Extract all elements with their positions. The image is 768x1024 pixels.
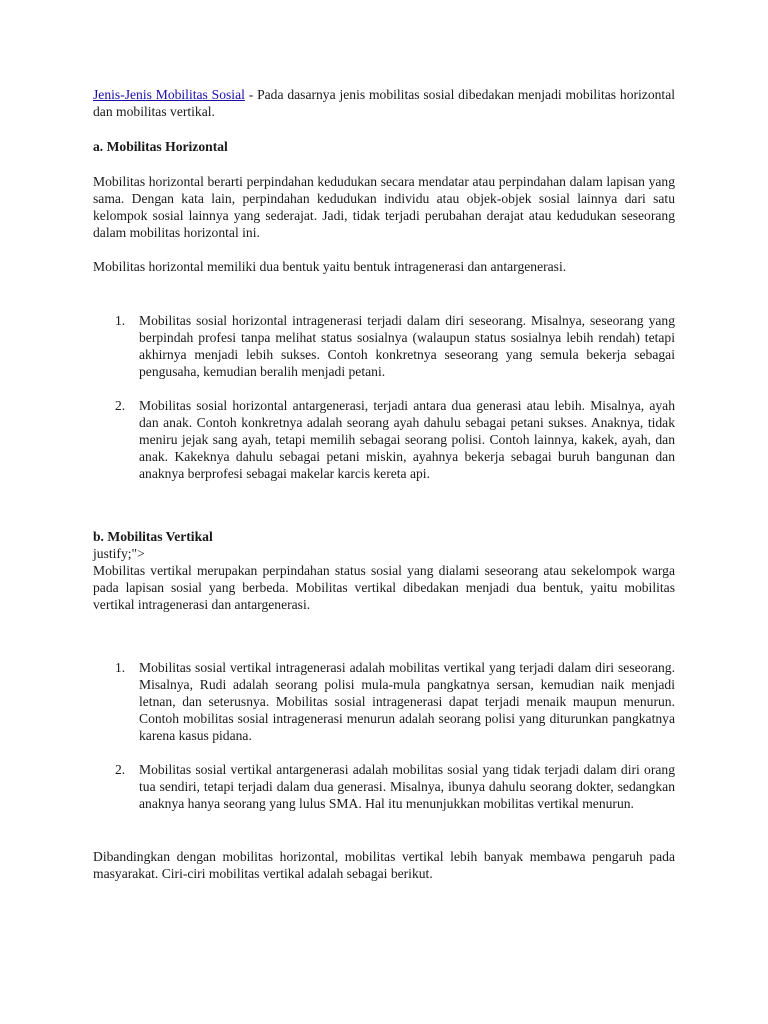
list-item-number: 2. bbox=[115, 398, 126, 413]
list-item-text: Mobilitas sosial vertikal antargenerasi adalah mobilitas sosial yang tidak terjadi dalam diri orang tua sendiri, tetapi terjadi dalam dua generasi. Misalnya, ibunya dahulu seorang dokter, sedangkan anaknya hanya seorang yang lulus SMA. Hal itu menunjukkan mobilitas vertikal menurun. bbox=[139, 762, 675, 811]
horizontal-mobility-list bbox=[93, 312, 675, 482]
list-item bbox=[93, 312, 675, 380]
stray-markup-text: justify;"> bbox=[93, 546, 145, 561]
closing-paragraph: Dibandingkan dengan mobilitas horizontal, mobilitas vertikal lebih banyak membawa pengaruh pada masyarakat. Ciri-ciri mobilitas vertikal adalah sebagai berikut. bbox=[93, 849, 675, 881]
intro-text: - Pada dasarnya jenis mobilitas sosial dibedakan menjadi mobilitas horizontal dan mobilitas vertikal. bbox=[93, 87, 676, 119]
document-page bbox=[93, 86, 675, 882]
jenis-mobilitas-link[interactable]: Jenis-Jenis Mobilitas Sosial bbox=[93, 87, 245, 102]
section-a-paragraph-2: Mobilitas horizontal memiliki dua bentuk yaitu bentuk intragenerasi dan antargenerasi. bbox=[93, 259, 567, 274]
list-item-text: Mobilitas sosial vertikal intragenerasi adalah mobilitas vertikal yang terjadi dalam diri seseorang. Misalnya, Rudi adalah seorang polisi mula-mula pangkatnya sersan, kemudian naik menjadi letnan, dan seterusnya. Mobilitas sosial intragenerasi dapat terjadi menaik maupun menurun. Contoh mobilitas sosial intragenerasi menurun adalah seorang polisi yang diturunkan pangkatnya karena kasus pidana. bbox=[139, 660, 675, 743]
list-item-number: 2. bbox=[115, 762, 126, 777]
section-a-paragraph-1: Mobilitas horizontal berarti perpindahan kedudukan secara mendatar atau perpindahan dalam lapisan yang sama. Dengan kata lain, perpindahan kedudukan individu atau objek-objek sosial lainnya dari satu kelompok sosial lainnya yang sederajat. Jadi, tidak terjadi perubahan derajat atau kedudukan seseorang dalam mobilitas horizontal ini. bbox=[93, 174, 675, 240]
section-b-heading: b. Mobilitas Vertikal bbox=[93, 529, 213, 544]
list-item bbox=[93, 659, 675, 744]
list-item-number: 1. bbox=[115, 660, 126, 675]
section-b-paragraph-1: Mobilitas vertikal merupakan perpindahan status sosial yang dialami seseorang atau sekelompok warga pada lapisan sosial yang berbeda. Mobilitas vertikal dibedakan menjadi dua bentuk, yaitu mobilitas vertikal intragenerasi dan antargenerasi. bbox=[93, 563, 675, 612]
intro-paragraph bbox=[93, 86, 675, 120]
list-item-number: 1. bbox=[115, 313, 126, 328]
list-item-text: Mobilitas sosial horizontal intragenerasi terjadi dalam diri seseorang. Misalnya, seseorang yang berpindah profesi tanpa melihat status sosialnya (walaupun status sosialnya lebih rendah) tetapi akhirnya menjadi lebih sukses. Contoh konkretnya seseorang yang semula bekerja sebagai pengusaha, kemudian beralih menjadi petani. bbox=[139, 313, 675, 379]
list-item-text: Mobilitas sosial horizontal antargenerasi, terjadi antara dua generasi atau lebih. Misalnya, ayah dan anak. Contoh konkretnya adalah seorang ayah dahulu sebagai petani sukses. Anaknya, tidak meniru jejak sang ayah, tetapi memilih sebagai seorang polisi. Contoh lainnya, kakek, ayah, dan anak. Kakeknya dahulu sebagai petani miskin, ayahnya bekerja sebagai buruh bangunan dan anaknya berprofesi sebagai makelar karcis kereta api. bbox=[139, 398, 675, 481]
section-a-heading: a. Mobilitas Horizontal bbox=[93, 139, 228, 154]
list-item bbox=[93, 761, 675, 812]
list-item bbox=[93, 397, 675, 482]
vertical-mobility-list bbox=[93, 659, 675, 812]
